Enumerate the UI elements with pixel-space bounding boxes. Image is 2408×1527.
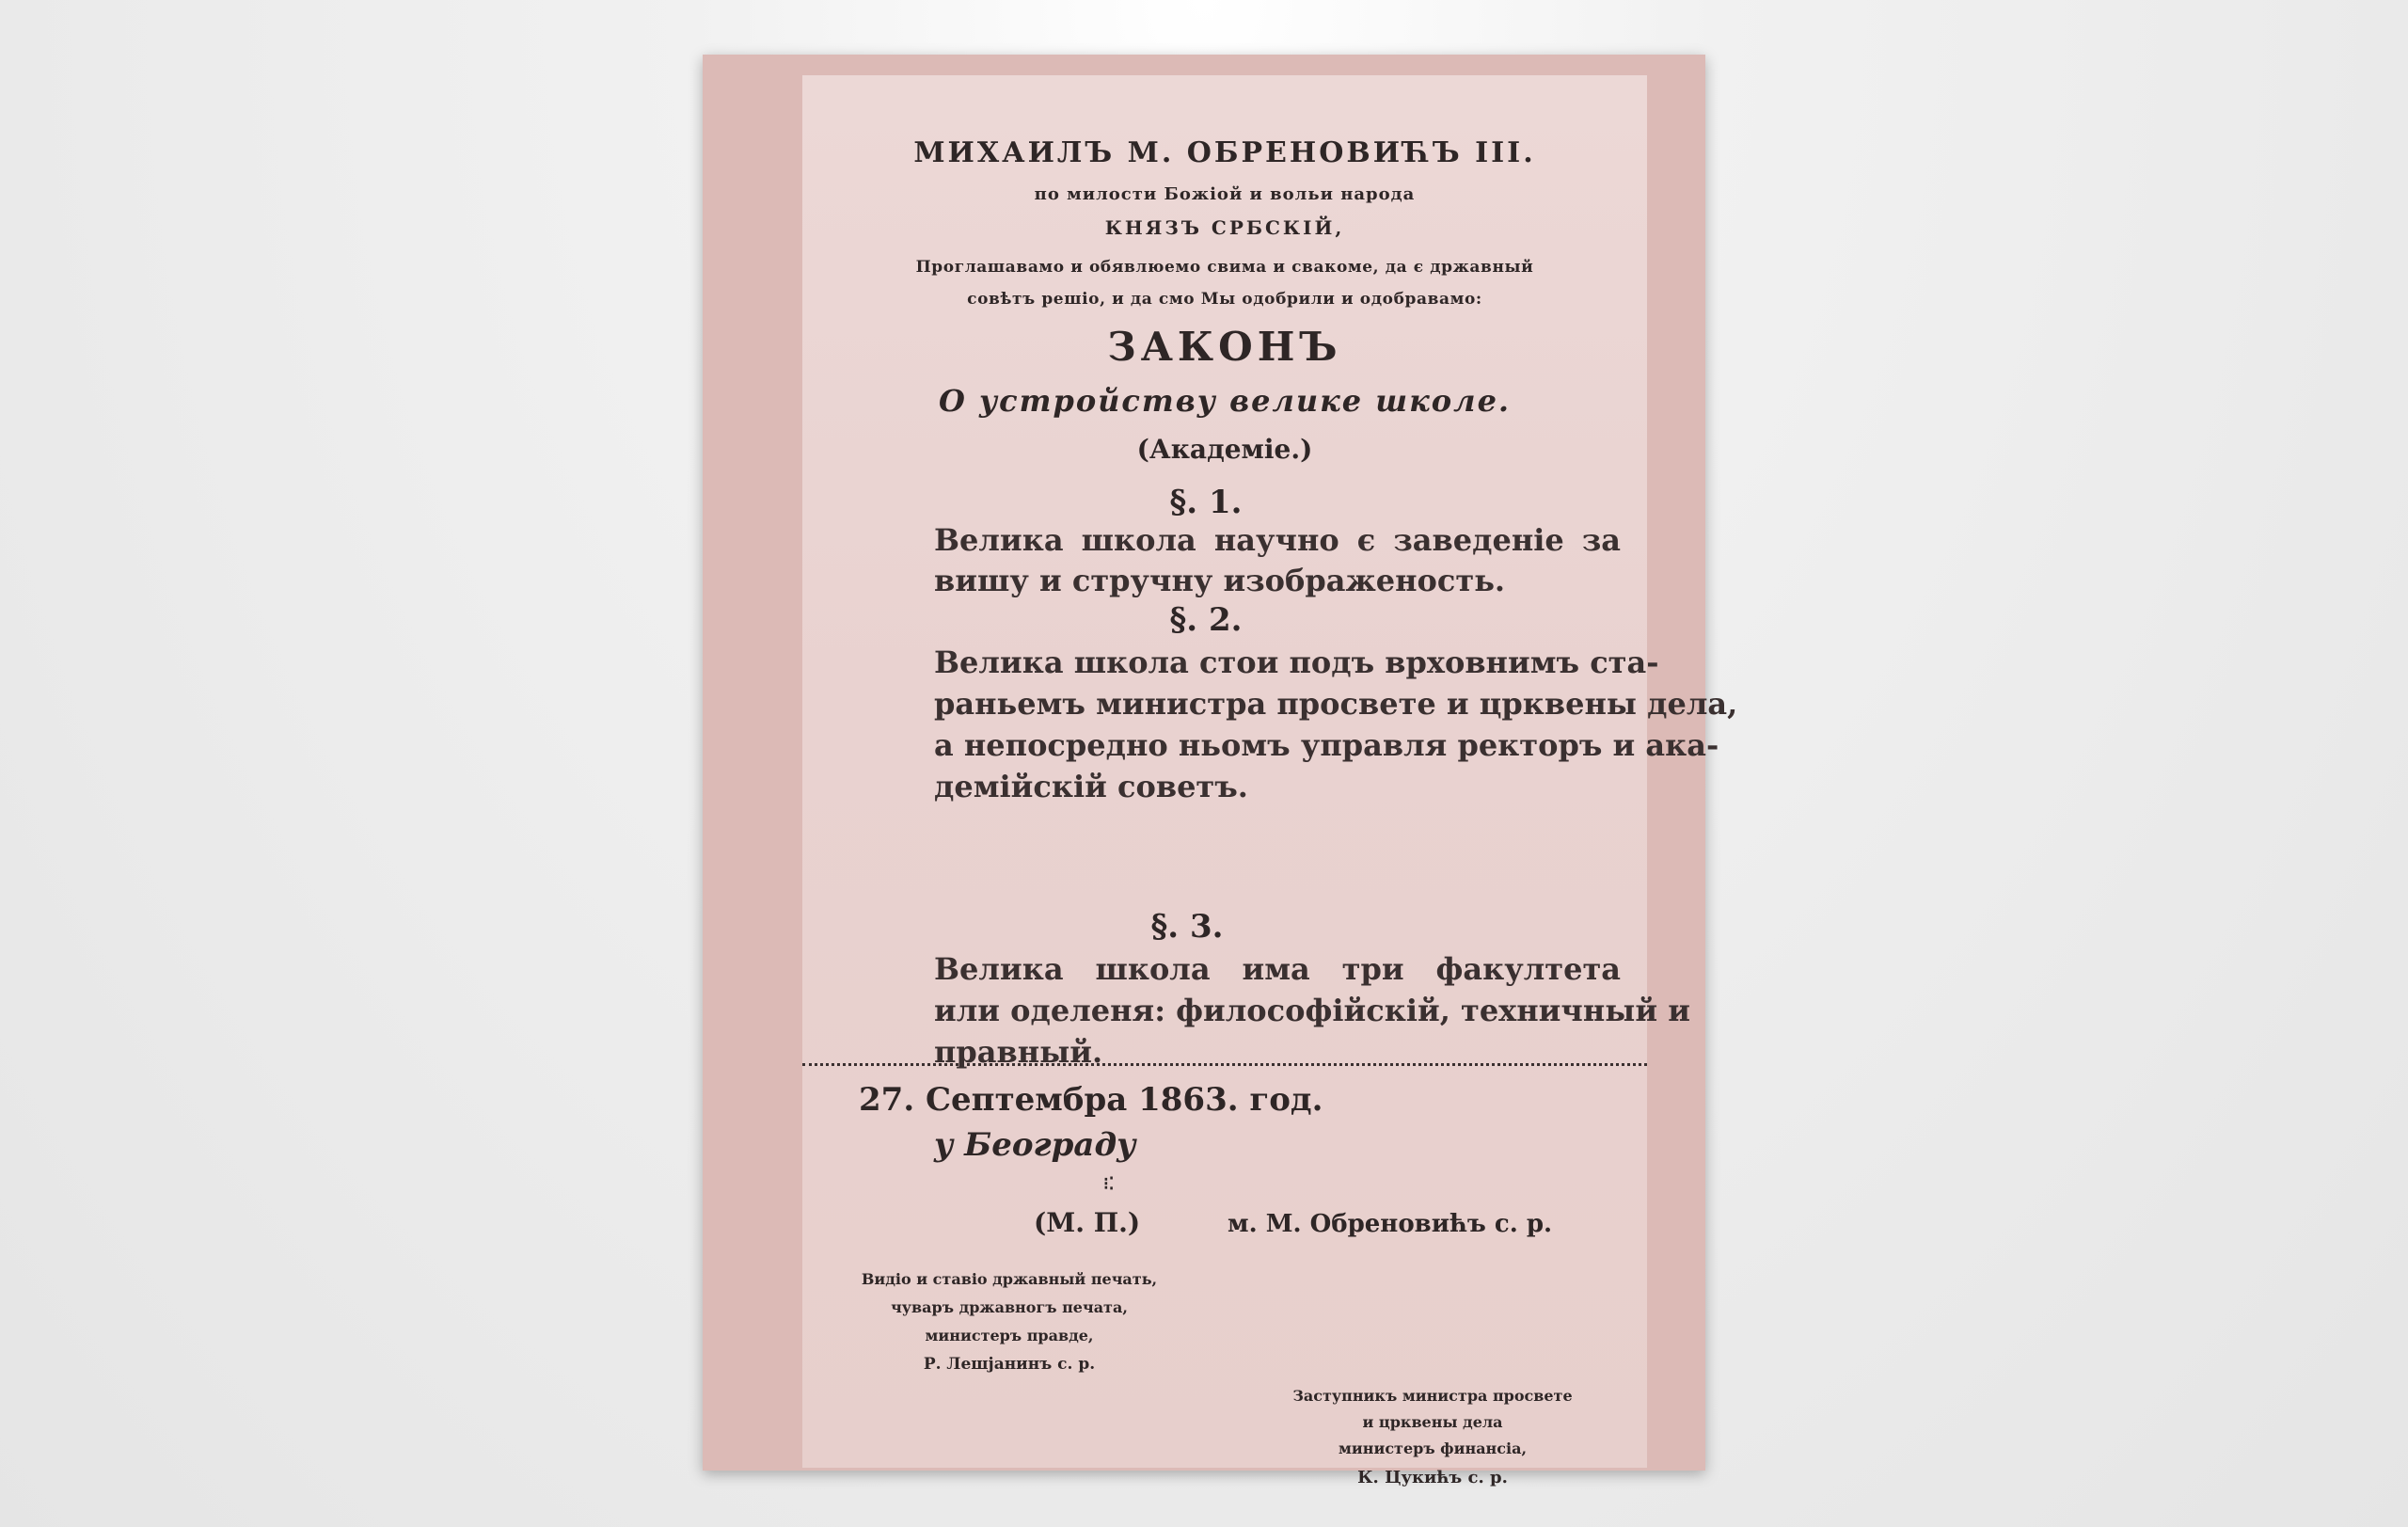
section-3-line-2: или оделеня: философійскій, техничный и (934, 993, 1690, 1028)
section-2-number: §. 2. (1169, 601, 1243, 639)
section-3-number: §. 3. (1150, 908, 1224, 946)
footer-right-line-3: министеръ финансіа, (1338, 1440, 1528, 1457)
footer-left-line-1: Видіо и ставіо државный печать, (861, 1270, 1158, 1288)
section-2-line-3: а непосредно ньомъ управля ректоръ и ака- (934, 727, 1719, 763)
closing-date: 27. Септембра 1863. год. (859, 1081, 1323, 1119)
law-heading: ЗАКОНЪ (1107, 324, 1342, 370)
section-2-line-2: раньемъ министра просвете и црквены дела, (934, 686, 1738, 722)
dotted-separator (802, 1063, 1647, 1066)
prince-signature: м. М. Обреновићъ с. р. (1228, 1210, 1553, 1238)
seal-mark: ⁝⁚ (1103, 1174, 1115, 1194)
document-photo (703, 55, 1738, 1487)
section-1-number: §. 1. (1169, 484, 1243, 521)
section-1-line-2: вишу и стручну изображеность. (934, 563, 1506, 598)
law-subtitle: О устройству велике школе. (938, 383, 1512, 419)
prince-title: КНЯЗЪ СРБСКІЙ, (1104, 216, 1345, 239)
footer-left-signature: Р. Лешјанинъ с. р. (923, 1355, 1096, 1374)
seal-label: (М. П.) (1034, 1207, 1141, 1238)
section-3-line-1: Велика школа има три факултета (934, 951, 1621, 987)
section-3-line-3: правный. (934, 1034, 1103, 1070)
ruler-heading: МИХАИЛЪ М. ОБРЕНОВИЋЪ III. (913, 136, 1536, 169)
section-2-line-4: демійскій советъ. (934, 769, 1248, 804)
document-page (802, 75, 1738, 1468)
closing-place: у Београду (934, 1126, 1136, 1164)
footer-right-line-2: и црквены дела (1362, 1413, 1503, 1431)
proclamation-line-1: Проглашавамо и обявлюемо свима и свакоме, да є државный (915, 258, 1534, 277)
footer-right-line-1: Заступникъ министра просвете (1292, 1387, 1573, 1405)
proclamation-line-2: совѣтъ решіо, и да смо Мы одобрили и одобравамо: (967, 290, 1482, 309)
footer-right-signature: К. Цукићъ с. р. (1357, 1468, 1508, 1487)
by-grace-line: по милости Божіой и вольи народа (1034, 184, 1416, 204)
footer-left-line-3: министеръ правде, (925, 1327, 1094, 1344)
section-1-line-1: Велика школа научно є заведеніе за (934, 522, 1621, 558)
section-2-line-1: Велика школа стои подъ врховнимъ ста- (934, 644, 1659, 680)
law-subtitle-paren: (Академіе.) (1136, 434, 1313, 465)
footer-left-line-2: чуваръ државногъ печата, (891, 1298, 1128, 1316)
